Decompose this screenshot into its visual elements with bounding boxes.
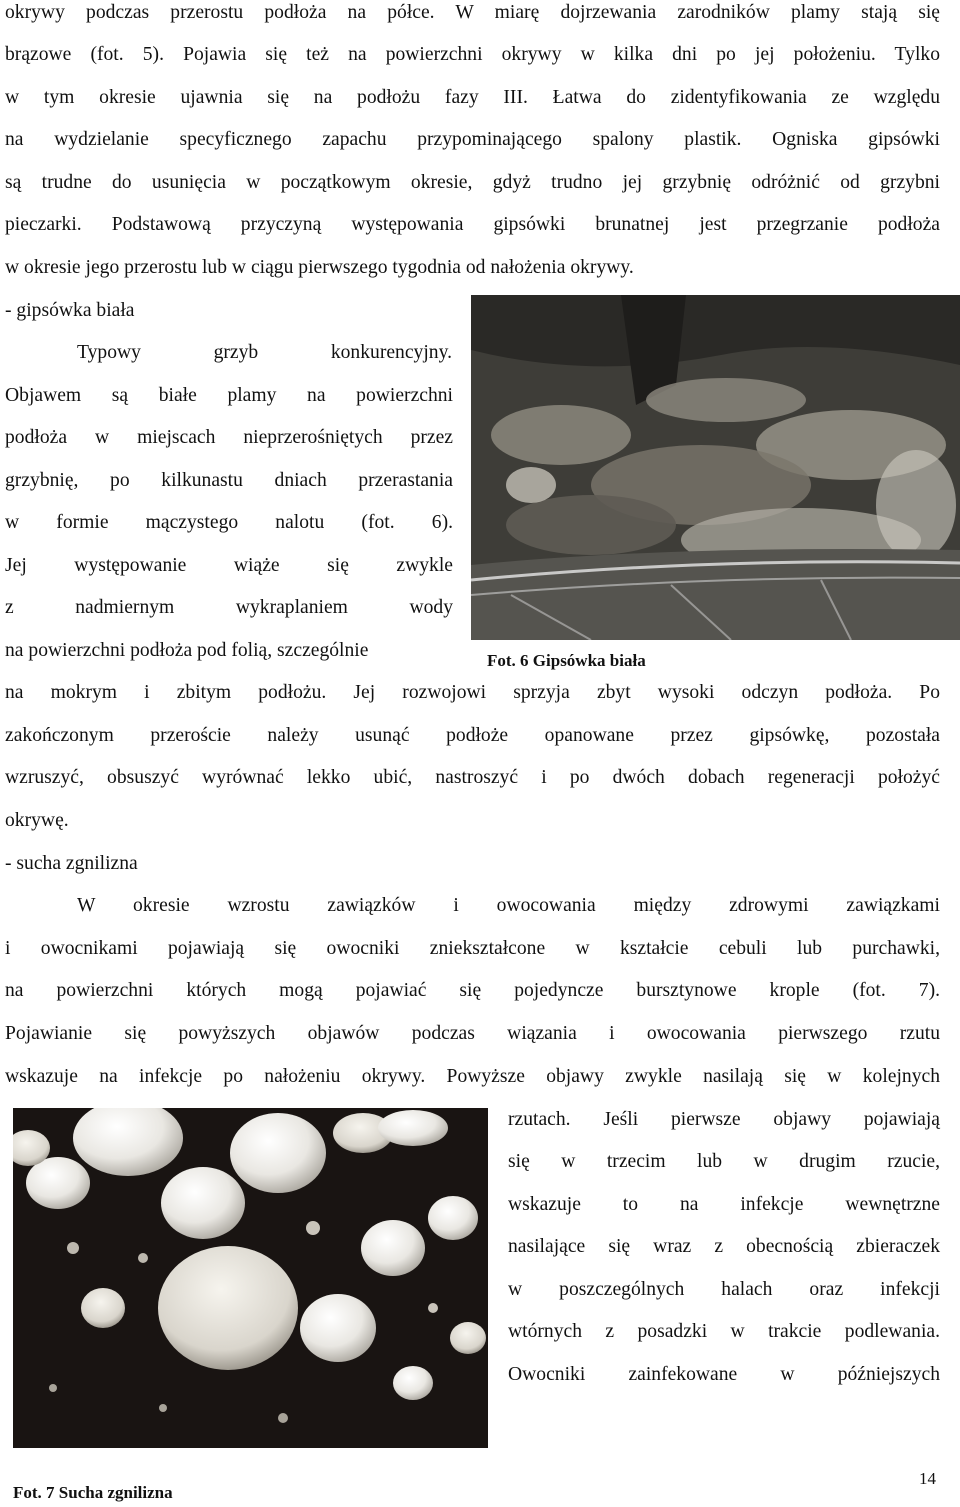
body-text-line: brązowe (fot. 5). Pojawia się też na powierzchni okrywy w kilka dni po jej położeniu. Tylko	[5, 44, 940, 65]
body-text-line: wzruszyć, obsuszyć wyrównać lekko ubić, nastroszyć i po dwóch dobach regeneracji położyć	[5, 767, 940, 788]
body-text-line: grzybnię, po kilkunastu dniach przerastania	[5, 470, 453, 491]
body-text-line: na mokrym i zbitym podłożu. Jej rozwojowi sprzyja zbyt wysoki odczyn podłoża. Po	[5, 682, 940, 703]
body-text-line: wskazuje na infekcje po nałożeniu okrywy. Powyższe objawy zwykle nasilają się w kolejnych	[5, 1066, 940, 1087]
page-number: 14	[919, 1469, 936, 1488]
body-text-line: rzutach. Jeśli pierwsze objawy pojawiają	[508, 1109, 940, 1130]
body-text-line: W okresie wzrostu zawiązków i owocowania między zdrowymi zawiązkami	[77, 895, 940, 916]
body-text-line: okrywy podczas przerostu podłoża na półce. W miarę dojrzewania zarodników plamy stają się	[5, 2, 940, 23]
body-text-line: nasilające się wraz z obecnością zbieraczek	[508, 1236, 940, 1257]
body-text-line: się w trzecim lub w drugim rzucie,	[508, 1151, 940, 1172]
body-text-line: zakończonym przeroście należy usunąć podłoże opanowane przez gipsówkę, pozostała	[5, 725, 940, 746]
body-text-line: na wydzielanie specyficznego zapachu przypominającego spalony plastik. Ogniska gipsówki	[5, 129, 940, 150]
photo-sucha-zgnilizna	[13, 1108, 488, 1448]
body-text-line: w tym okresie ujawnia się na podłożu fazy III. Łatwa do zidentyfikowania ze względu	[5, 87, 940, 108]
body-text-line: z nadmiernym wykraplaniem wody	[5, 597, 453, 618]
section-heading-sucha-zgnilizna: - sucha zgnilizna	[5, 853, 138, 874]
photo-caption: Fot. 6 Gipsówka biała	[487, 651, 646, 670]
body-text-line: na powierzchni których mogą pojawiać się pojedyncze bursztynowe krople (fot. 7).	[5, 980, 940, 1001]
body-text-line: wtórnych z posadzki w trakcie podlewania.	[508, 1321, 940, 1342]
body-text-line: wskazuje to na infekcje wewnętrzne	[508, 1194, 940, 1215]
body-text-line: są trudne do usunięcia w początkowym okresie, gdyż trudno jej grzybnię odróżnić od grzybni	[5, 172, 940, 193]
photo-caption: Fot. 7 Sucha zgnilizna	[13, 1483, 173, 1502]
body-text-line: podłoża w miejscach nieprzerośniętych przez	[5, 427, 453, 448]
body-text-line: Objawem są białe plamy na powierzchni	[5, 385, 453, 406]
photo-gipsowka-biala	[471, 295, 960, 640]
body-text-line: okrywę.	[5, 810, 69, 831]
body-text-line: w okresie jego przerostu lub w ciągu pierwszego tygodnia od nałożenia okrywy.	[5, 257, 634, 278]
body-text-line: w poszczególnych halach oraz infekcji	[508, 1279, 940, 1300]
body-text-line: Owocniki zainfekowane w późniejszych	[508, 1364, 940, 1385]
body-text-line: Jej występowanie wiąże się zwykle	[5, 555, 453, 576]
body-text-line: pieczarki. Podstawową przyczyną występowania gipsówki brunatnej jest przegrzanie podłoża	[5, 214, 940, 235]
body-text-line: na powierzchni podłoża pod folią, szczególnie	[5, 640, 369, 661]
body-text-line: Pojawianie się powyższych objawów podczas wiązania i owocowania pierwszego rzutu	[5, 1023, 940, 1044]
body-text-line: Typowy grzyb konkurencyjny.	[77, 342, 452, 363]
body-text-line: w formie mączystego nalotu (fot. 6).	[5, 512, 453, 533]
body-text-line: i owocnikami pojawiają się owocniki zniekształcone w kształcie cebuli lub purchawki,	[5, 938, 940, 959]
section-heading-gipsowka: - gipsówka biała	[5, 300, 135, 321]
